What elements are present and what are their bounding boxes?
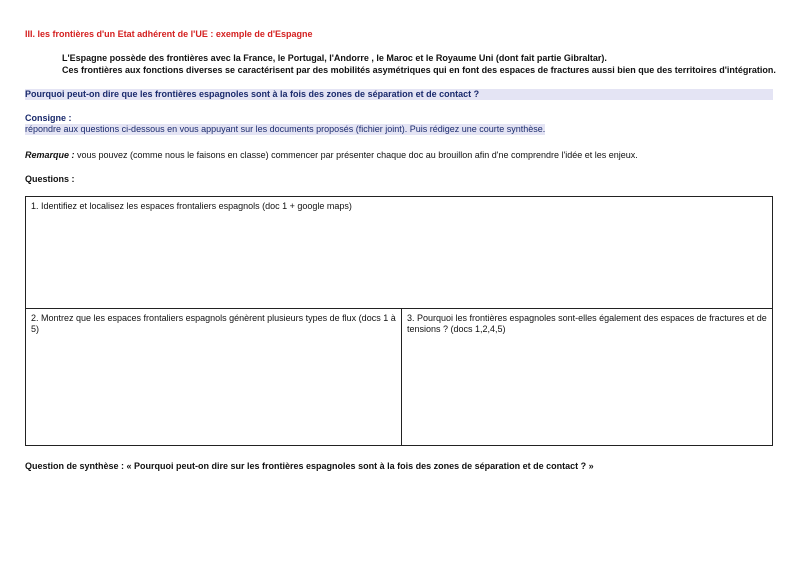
- remarque: [25, 150, 638, 161]
- question-3: 3. Pourquoi les frontières espagnoles sont-elles également des espaces de fractures et de tensions ? (docs 1,2,4,5): [407, 313, 767, 334]
- problematique: Pourquoi peut-on dire que les frontières espagnoles sont à la fois des zones de séparation et de contact ?: [25, 89, 773, 100]
- section-title: III. les frontières d'un Etat adhérent de l'UE : exemple de d'Espagne: [25, 29, 313, 39]
- remarque-text: vous pouvez (comme nous le faisons en classe) commencer par présenter chaque doc au brouillon afin d'ne comprendre l'idée et les enjeux.: [74, 150, 638, 160]
- questions-label: Questions :: [25, 174, 75, 184]
- intro-line-1: L'Espagne possède des frontières avec la France, le Portugal, l'Andorre , le Maroc et le Royaume Uni (dont fait partie Gibraltar).: [62, 53, 607, 63]
- consigne-text: répondre aux questions ci-dessous en vous appuyant sur les documents proposés (fichier joint). Puis rédigez une courte synthèse.: [25, 124, 546, 134]
- question-2: 2. Montrez que les espaces frontaliers espagnols génèrent plusieurs types de flux (docs 1 à 5): [31, 313, 396, 334]
- question-cell-3[interactable]: [402, 309, 772, 445]
- synthesis-question: Question de synthèse : « Pourquoi peut-on dire sur les frontières espagnoles sont à la fois des zones de séparation et de contact ? »: [25, 461, 594, 471]
- remarque-label: Remarque :: [25, 150, 75, 160]
- question-cell-2[interactable]: [26, 309, 402, 445]
- intro-line-2: Ces frontières aux fonctions diverses se caractérisent par des mobilités asymétriques qui en font des espaces de fractures aussi bien que des territoires d'intégration.: [62, 65, 776, 75]
- consigne-label: Consigne :: [25, 113, 72, 123]
- question-cell-1[interactable]: [26, 197, 772, 309]
- questions-table: [25, 196, 773, 446]
- question-1: 1. Identifiez et localisez les espaces frontaliers espagnols (doc 1 + google maps): [31, 201, 352, 211]
